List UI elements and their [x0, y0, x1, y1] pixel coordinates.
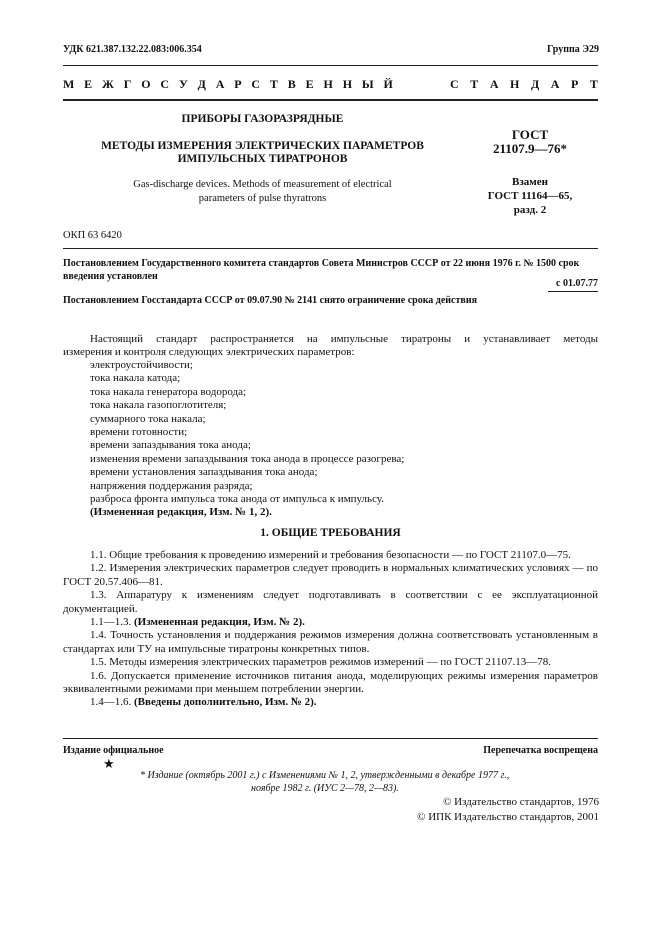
banner-letter: В: [287, 77, 296, 91]
banner-letter: Н: [323, 77, 333, 91]
banner-letter: Н: [510, 77, 520, 91]
english-title: [90, 178, 435, 206]
banner-letter: У: [178, 77, 188, 91]
banner-word-interstate: [63, 77, 393, 92]
okp-rule: [63, 248, 598, 249]
okp-code: ОКП 63 6420: [63, 230, 122, 241]
banner-letter: С: [160, 77, 170, 91]
banner-letter: С: [251, 77, 261, 91]
banner-word-standard: [450, 77, 598, 92]
gost-number: [460, 128, 600, 156]
banner-letter: Ж: [102, 77, 114, 91]
banner-letter: О: [141, 77, 151, 91]
paragraph-1-6: 1.6. Допускается применение источников питания анода, моделирующих режимы измерения параметров эквивалентными режимами при меньшем потреблении энергии.: [63, 669, 598, 696]
list-item: тока накала газопоглотителя;: [90, 399, 227, 412]
official-edition: Издание официальное: [63, 745, 164, 756]
document-title-line1: МЕТОДЫ ИЗМЕРЕНИЯ ЭЛЕКТРИЧЕСКИХ ПАРАМЕТРОВ: [101, 140, 424, 152]
gost-code: 21107.9—76*: [492, 141, 568, 156]
list-item: тока накала катода;: [90, 372, 181, 385]
english-title-line2: parameters of pulse thyratrons: [198, 193, 327, 204]
decree-date-underline: [548, 291, 598, 292]
paragraph-edit-1: [63, 616, 598, 629]
banner-letter: С: [450, 77, 459, 91]
banner-letter: Р: [234, 77, 242, 91]
section-heading: 1. ОБЩИЕ ТРЕБОВАНИЯ: [260, 527, 401, 539]
banner-letter: Т: [269, 77, 278, 91]
standard-banner: [63, 77, 598, 92]
replaces-block: [460, 175, 600, 217]
banner-letter: А: [550, 77, 560, 91]
edition-note-line2: ноябре 1982 г. (ИУС 2—78, 2—83).: [251, 783, 399, 794]
document-title-line2: ИМПУЛЬСНЫХ ТИРАТРОНОВ: [177, 153, 348, 165]
banner-letter: Й: [383, 77, 393, 91]
banner-letter: Т: [470, 77, 479, 91]
udk-code: УДК 621.387.132.22.083:006.354: [63, 44, 202, 55]
document-title-category: ПРИБОРЫ ГАЗОРАЗРЯДНЫЕ: [181, 113, 344, 125]
list-item: напряжения поддержания разряда;: [90, 479, 253, 492]
banner-letter: А: [215, 77, 225, 91]
paragraph-1-2: 1.2. Измерения электрических параметров следует проводить в нормальных климатических условиях — по ГОСТ 20.57.406—81.: [63, 562, 598, 588]
list-item: времени готовности;: [90, 426, 188, 439]
banner-letter: Т: [589, 77, 598, 91]
banner-letter: А: [489, 77, 499, 91]
banner-letter: Д: [530, 77, 540, 91]
decree-date: с 01.07.77: [556, 278, 598, 289]
edit-ref: 1.4—1.6.: [90, 696, 132, 709]
edit-note: (Измененная редакция, Изм. № 1, 2).: [90, 506, 272, 519]
english-title-line1: Gas-discharge devices. Methods of measurement of electrical: [133, 179, 392, 190]
copyright-2001: © ИПК Издательство стандартов, 2001: [417, 811, 599, 823]
parameter-list: [90, 359, 404, 520]
banner-letter: М: [63, 77, 75, 91]
list-item: тока накала генератора водорода;: [90, 385, 247, 398]
paragraph-1-3: 1.3. Аппаратуру к изменениям следует подготавливать в соответствии с ее эксплуатационной документацией.: [63, 589, 598, 615]
list-item: времени установления запаздывания тока анода;: [90, 466, 318, 479]
replaces-standard: ГОСТ 11164—65,: [487, 190, 573, 202]
list-item: суммарного тока накала;: [90, 412, 206, 425]
list-item: времени запаздывания тока анода;: [90, 439, 251, 452]
copyright-1976: © Издательство стандартов, 1976: [443, 796, 599, 808]
gost-label: ГОСТ: [511, 127, 549, 142]
edit-ref: 1.1—1.3.: [90, 616, 132, 629]
edit-note: (Введены дополнительно, Изм. № 2).: [134, 696, 317, 709]
banner-letter: Д: [197, 77, 206, 91]
paragraph-1-4: 1.4. Точность установления и поддержания режимов измерения должна соответствовать установленным в стандартах или ТУ на импульсные тиратроны конкретных типов.: [63, 629, 598, 655]
banner-letter: Ы: [361, 77, 374, 91]
list-item: разброса фронта импульса тока анода от импульса к импульсу.: [90, 493, 384, 506]
decree-introduction: Постановлением Государственного комитета стандартов Совета Министров СССР от 22 июня 1976 г. № 1500 срок введения установлен: [63, 258, 580, 282]
banner-letter: Н: [342, 77, 353, 91]
reprint-prohibited: Перепечатка воспрещена: [483, 745, 598, 756]
footer-rule: [63, 738, 598, 739]
edit-note: (Измененная редакция, Изм. № 2).: [134, 616, 305, 629]
document-title: [90, 140, 435, 166]
replaces-section: разд. 2: [513, 204, 547, 216]
group-code: Группа Э29: [547, 44, 599, 55]
replaces-label: Взамен: [512, 176, 548, 188]
list-item: изменения времени запаздывания тока анода в процессе разогрева;: [90, 452, 405, 465]
star-icon: ★: [103, 756, 115, 771]
intro-line1: Настоящий стандарт распространяется на импульсные тиратроны и устанавливает методы: [90, 333, 598, 345]
header-rule-bottom: [63, 99, 598, 101]
decree-limit-removed: Постановлением Госстандарта СССР от 09.07.90 № 2141 снято ограничение срока действия: [63, 295, 477, 306]
intro-line2: измерения и контроля следующих электрических параметров:: [63, 346, 355, 358]
copyright: [417, 795, 599, 825]
banner-letter: Е: [305, 77, 314, 91]
banner-letter: Е: [84, 77, 93, 91]
edition-note-line1: * Издание (октябрь 2001 г.) с Изменениями № 1, 2, утвержденными в декабре 1977 г.,: [140, 770, 510, 781]
section-paragraphs: [63, 549, 598, 710]
paragraph-1-1: 1.1. Общие требования к проведению измерений и требования безопасности — по ГОСТ 21107.0—75.: [90, 549, 571, 561]
list-item: электроустойчивости;: [90, 359, 193, 371]
paragraph-1-5: 1.5. Методы измерения электрических параметров режимов измерений — по ГОСТ 21107.13—78.: [90, 656, 552, 669]
banner-letter: Р: [571, 77, 579, 91]
paragraph-edit-2: [63, 696, 598, 709]
banner-letter: Г: [123, 77, 132, 91]
edition-note: [140, 769, 600, 795]
header-rule-top: [63, 65, 598, 66]
